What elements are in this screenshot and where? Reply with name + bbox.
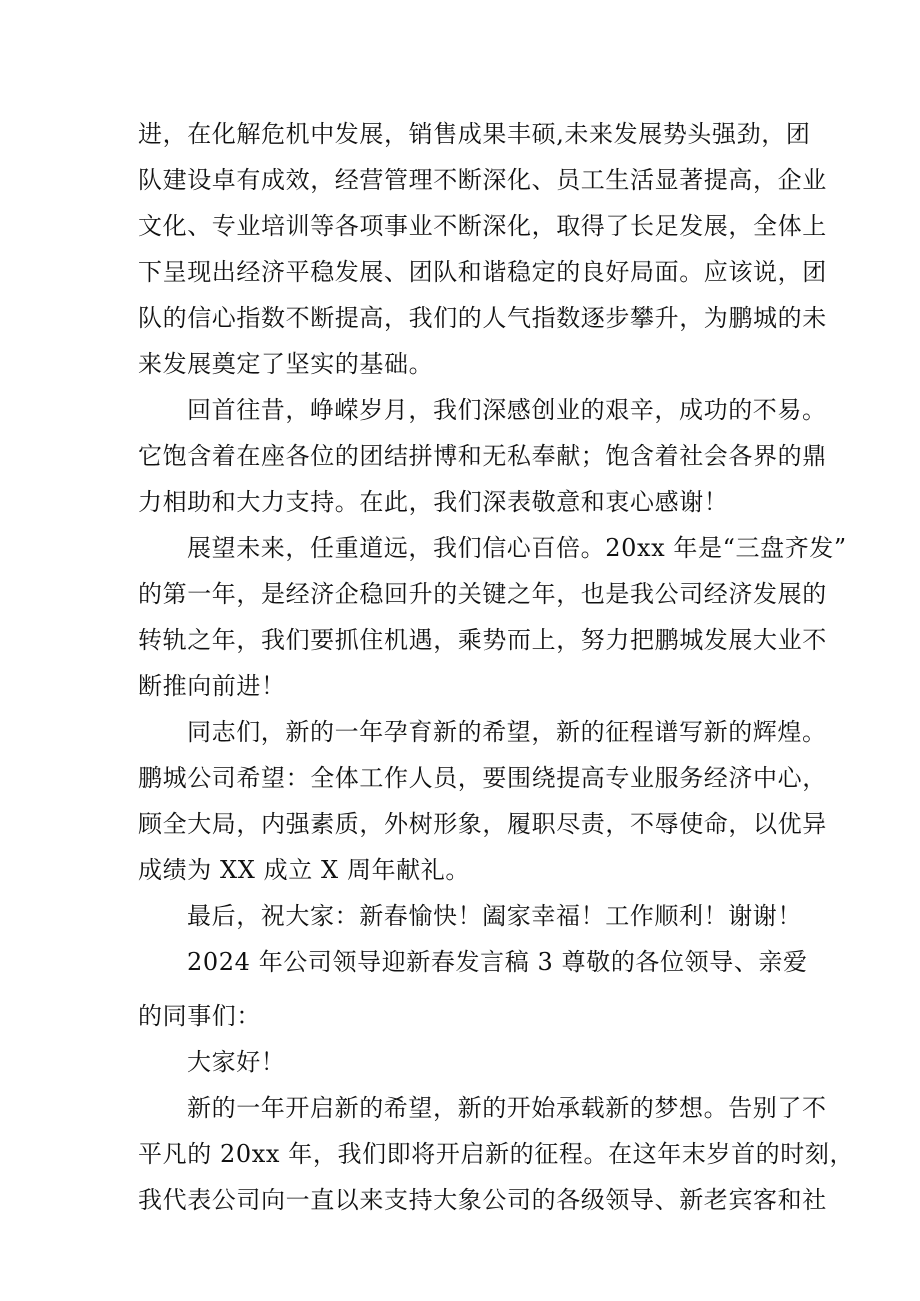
text-line: 文化、专业培训等各项事业不断深化，取得了长足发展，全体上 bbox=[138, 212, 827, 240]
text-line: 顾全大局，内强素质，外树形象，履职尽责，不辱使命，以优异 bbox=[138, 810, 827, 838]
text-line: 来发展奠定了坚实的基础。 bbox=[138, 350, 434, 378]
text-line: 同志们，新的一年孕育新的希望，新的征程谱写新的辉煌。 bbox=[187, 718, 827, 746]
text-line: 的同事们： bbox=[138, 1002, 261, 1030]
text-line: 回首往昔，峥嵘岁月，我们深感创业的艰辛，成功的不易。 bbox=[187, 396, 827, 424]
text-line: 队建设卓有成效，经营管理不断深化、员工生活显著提高，企业 bbox=[138, 166, 827, 194]
text-line: 断推向前进！ bbox=[138, 672, 286, 700]
text-line: 大家好！ bbox=[187, 1048, 286, 1076]
text-line: 转轨之年，我们要抓住机遇，乘势而上，努力把鹏城发展大业不 bbox=[138, 626, 827, 654]
text-line: 的第一年，是经济企稳回升的关键之年，也是我公司经济发展的 bbox=[138, 580, 827, 608]
text-line: 它饱含着在座各位的团结拼博和无私奉献；饱含着社会各界的鼎 bbox=[138, 442, 827, 470]
text-line: 平凡的 20xx 年，我们即将开启新的征程。在这年末岁首的时刻， bbox=[138, 1140, 855, 1168]
text-line: 下呈现出经济平稳发展、团队和谐稳定的良好局面。应该说，团 bbox=[138, 258, 827, 286]
text-line: 2024 年公司领导迎新春发言稿 3 尊敬的各位领导、亲爱 bbox=[187, 948, 808, 976]
text-line: 新的一年开启新的希望，新的开始承载新的梦想。告别了不 bbox=[187, 1094, 827, 1122]
text-line: 展望未来，任重道远，我们信心百倍。20xx 年是“三盘齐发” bbox=[187, 534, 847, 562]
text-line: 最后，祝大家：新春愉快！阖家幸福！工作顺利！谢谢！ bbox=[187, 902, 802, 930]
text-line: 进，在化解危机中发展，销售成果丰硕,未来发展势头强劲，团 bbox=[138, 120, 811, 148]
text-line: 成绩为 XX 成立 X 周年献礼。 bbox=[138, 856, 470, 884]
text-line: 队的信心指数不断提高，我们的人气指数逐步攀升，为鹏城的未 bbox=[138, 304, 827, 332]
text-line: 力相助和大力支持。在此，我们深表敬意和衷心感谢！ bbox=[138, 488, 729, 516]
text-line: 我代表公司向一直以来支持大象公司的各级领导、新老宾客和社 bbox=[138, 1186, 827, 1214]
text-line: 鹏城公司希望：全体工作人员，要围绕提高专业服务经济中心， bbox=[138, 764, 827, 792]
